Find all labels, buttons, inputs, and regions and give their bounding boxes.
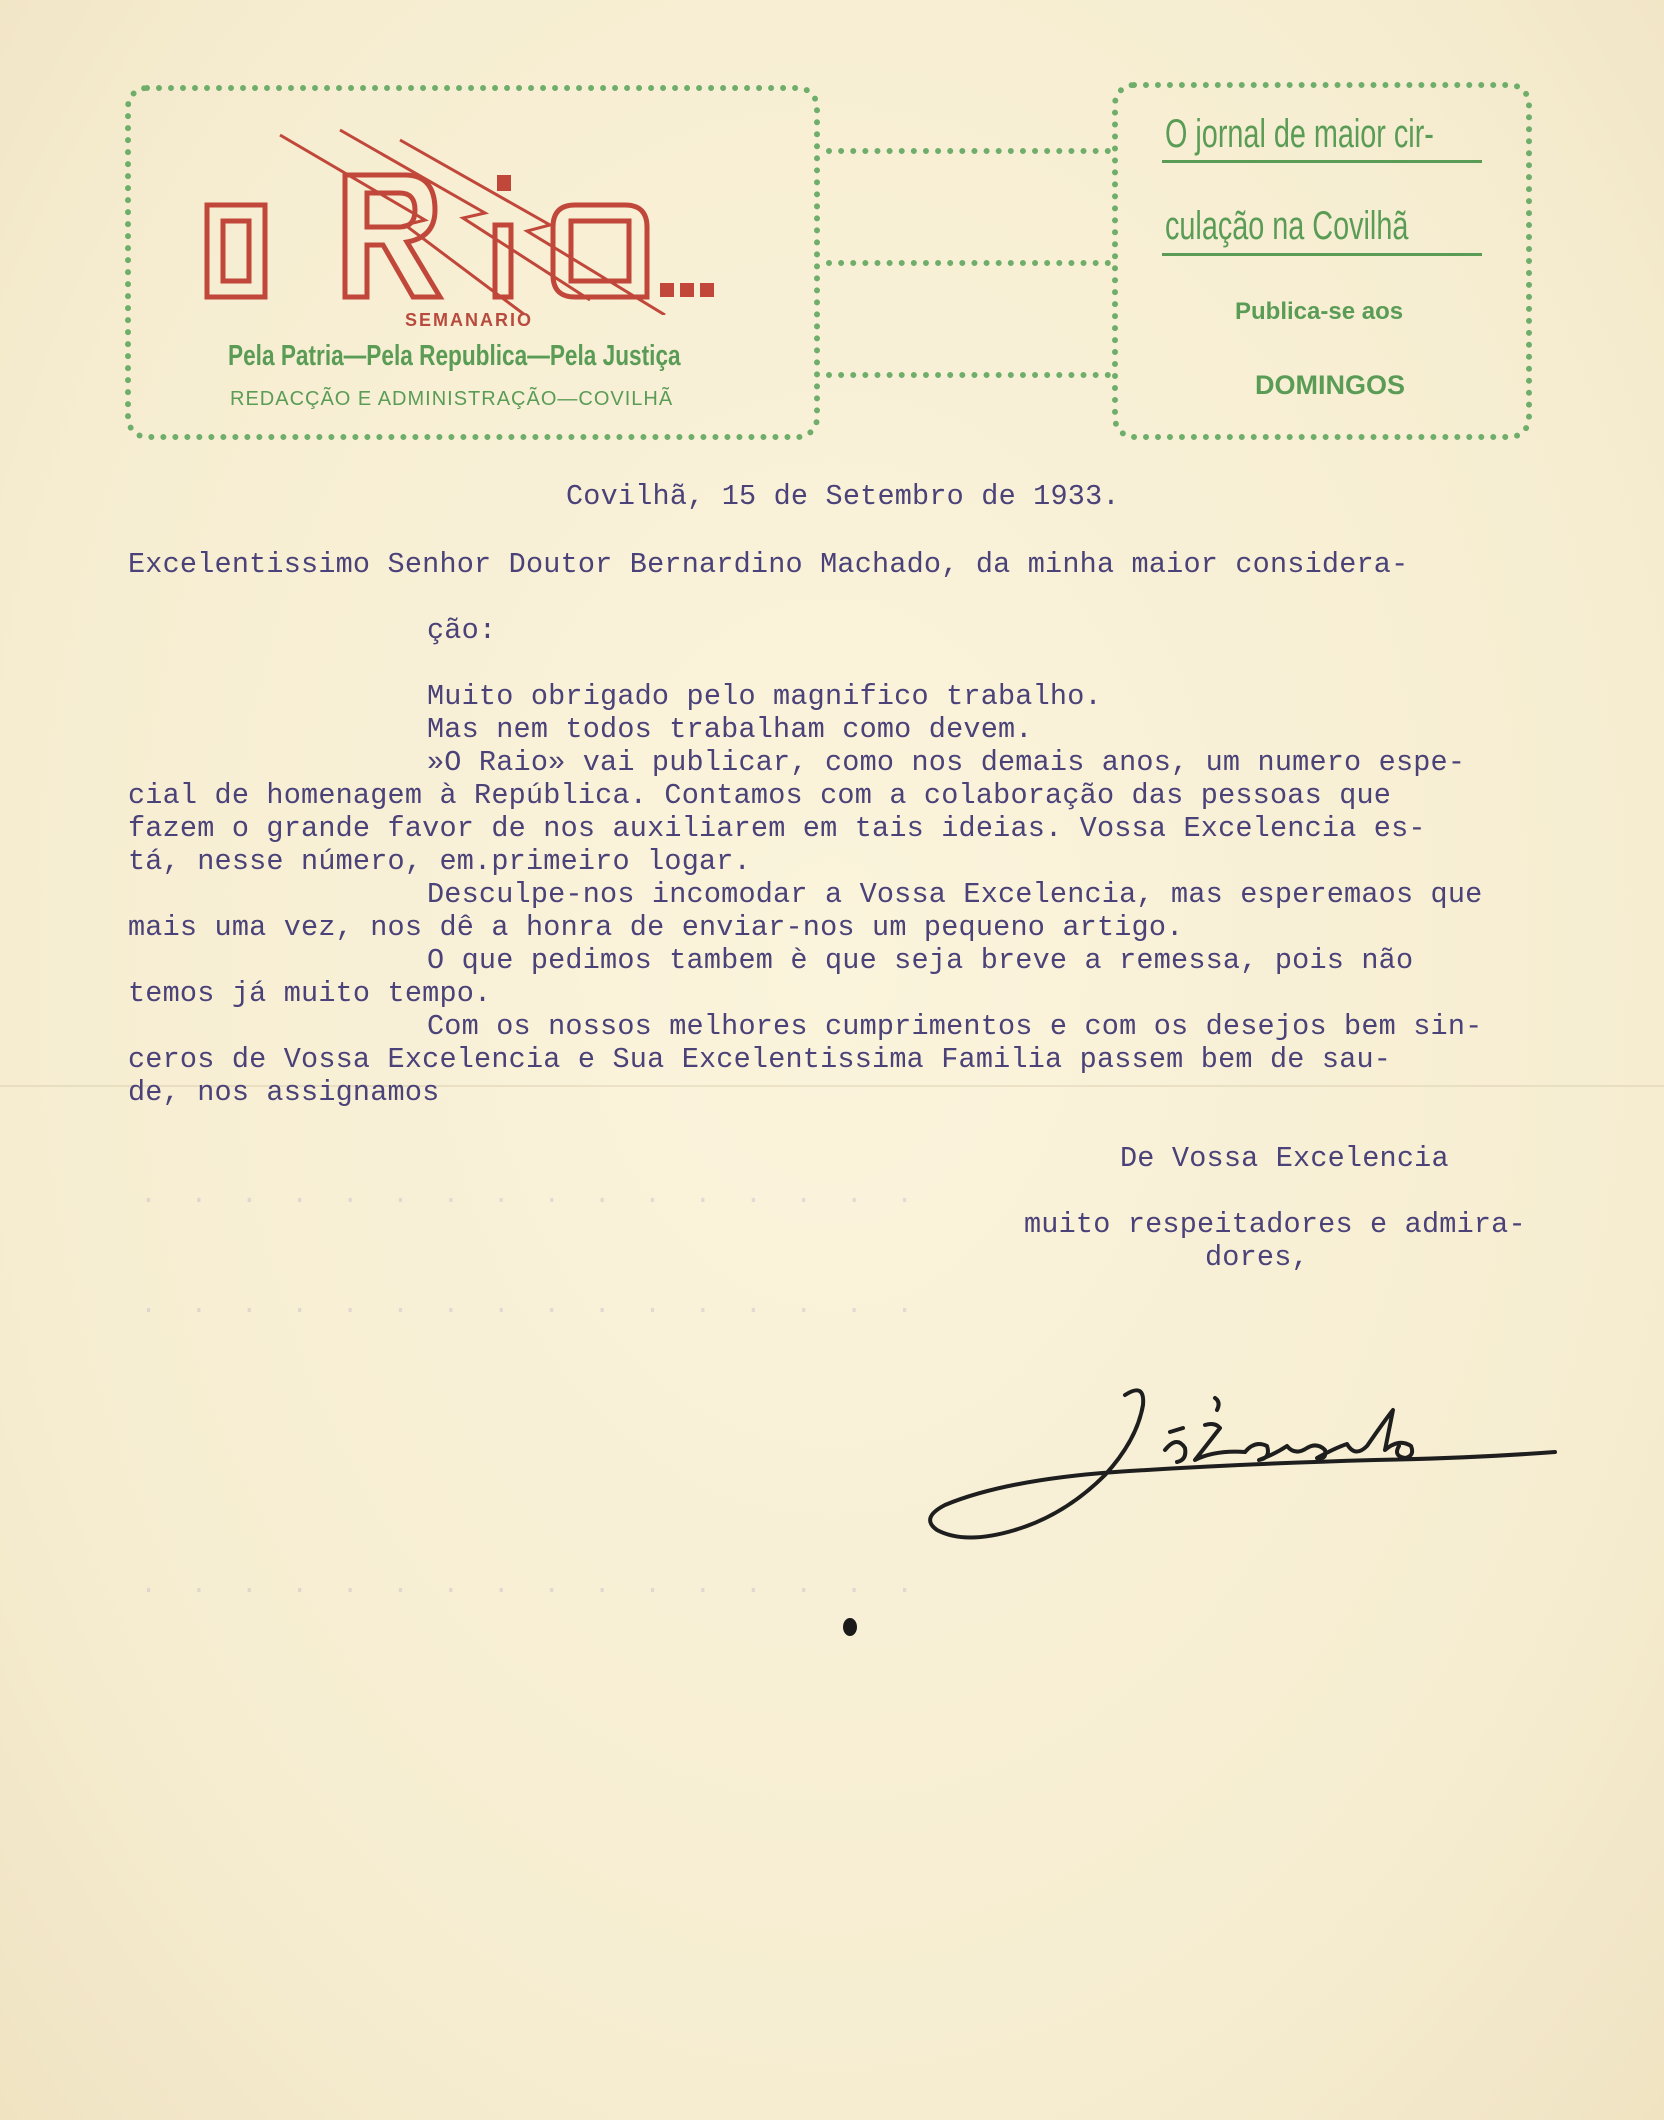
- dotted-connector-line: [826, 260, 1111, 266]
- body-line: Desculpe-nos incomodar a Vossa Excelencia, mas esperemaos que: [427, 878, 1483, 911]
- body-line: fazem o grande favor de nos auxiliarem em tais ideias. Vossa Excelencia es-: [128, 812, 1426, 845]
- body-line: de, nos assignamos: [128, 1076, 440, 1109]
- body-line: cial de homenagem à República. Contamos com a colaboração das pessoas que: [128, 779, 1392, 812]
- letter-date: Covilhã, 15 de Setembro de 1933.: [566, 480, 1120, 513]
- letterhead-motto: Pela Patria—Pela Republica—Pela Justiça: [228, 340, 681, 372]
- right-box-rule: [1162, 253, 1482, 256]
- right-box-line-2: culação na Covilhã: [1165, 204, 1409, 248]
- closing-line-2: muito respeitadores e admira-: [1024, 1208, 1526, 1241]
- body-line: temos já muito tempo.: [128, 977, 492, 1010]
- dotted-connector-line: [826, 148, 1111, 154]
- letterhead-address: REDACÇÃO E ADMINISTRAÇÃO—COVILHÃ: [230, 388, 674, 410]
- letterhead-subtitle: SEMANARIO: [405, 310, 534, 330]
- salutation-line-2: ção:: [427, 614, 497, 647]
- dotted-connector-line: [826, 372, 1111, 378]
- show-through-text: . . . . . . . . . . . . . . . .: [140, 1290, 913, 1321]
- handwritten-signature: [915, 1380, 1575, 1560]
- body-line: tá, nesse número, em.primeiro logar.: [128, 845, 751, 878]
- right-box-line-1: O jornal de maior cir-: [1165, 112, 1434, 156]
- body-line: Mas nem todos trabalham como devem.: [427, 713, 1033, 746]
- right-box-line-3: Publica-se aos: [1235, 298, 1404, 325]
- body-line: Com os nossos melhores cumprimentos e com os desejos bem sin-: [427, 1010, 1483, 1043]
- body-line: Muito obrigado pelo magnifico trabalho.: [427, 680, 1102, 713]
- closing-line-3: dores,: [1205, 1241, 1309, 1274]
- salutation-line-1: Excelentissimo Senhor Doutor Bernardino Machado, da minha maior considera-: [128, 548, 1409, 581]
- closing-line-1: De Vossa Excelencia: [1120, 1142, 1449, 1175]
- show-through-text: . . . . . . . . . . . . . . . .: [140, 1180, 913, 1211]
- right-box-line-4: DOMINGOS: [1255, 370, 1406, 400]
- body-line: O que pedimos tambem è que seja breve a remessa, pois não: [427, 944, 1414, 977]
- body-line: mais uma vez, nos dê a honra de enviar-nos um pequeno artigo.: [128, 911, 1184, 944]
- show-through-text: . . . . . . . . . . . . . . . .: [140, 1570, 913, 1601]
- newspaper-logo: [195, 125, 775, 315]
- ink-spot: [843, 1618, 857, 1636]
- right-box-rule: [1162, 160, 1482, 163]
- body-line: »O Raio» vai publicar, como nos demais anos, um numero espe-: [427, 746, 1466, 779]
- body-line: ceros de Vossa Excelencia e Sua Excelentissima Familia passem bem de sau-: [128, 1043, 1392, 1076]
